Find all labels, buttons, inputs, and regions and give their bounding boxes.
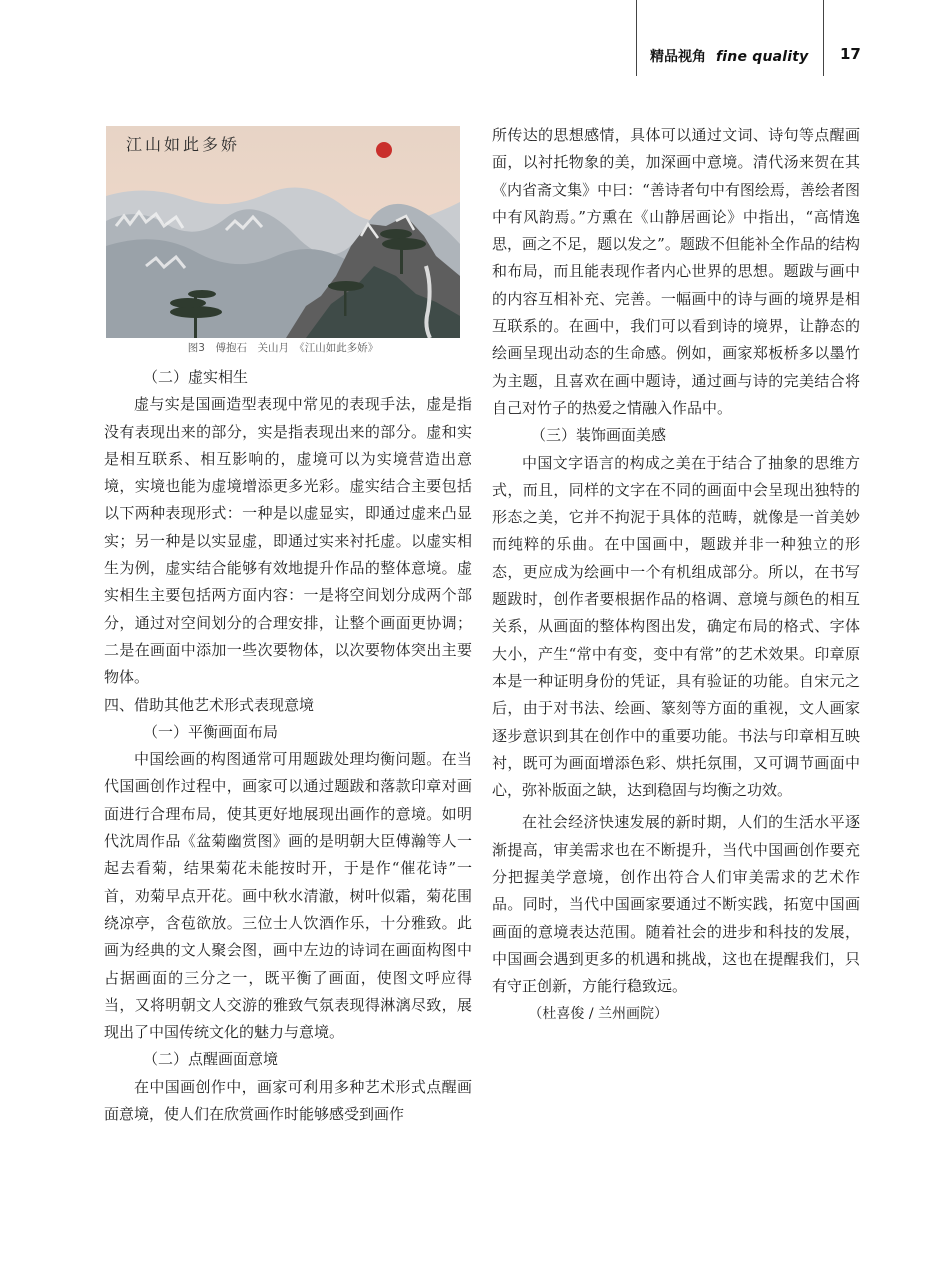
- heading-section-4: 四、借助其他艺术形式表现意境: [104, 695, 315, 714]
- paragraph-balance: 中国绘画的构图通常可用题跋处理均衡问题。在当代国画创作过程中，画家可以通过题跋和落款印章对画面进行合理布局，使其更好地展现出画作的意境。如明代沈周作品《盆菊幽赏图》画的是明朝大臣傅瀚等人一起去看菊，结果菊花未能按时开，于是作“催花诗”一首，劝菊早点开花。画中秋水清澈，树叶似霜，菊花围绕凉亭，含苞欲放。三位士人饮酒作乐，十分雅致。此画为经典的文人聚会图，画中左边的诗词在画面构图中占据画面的三分之一，既平衡了画面，使图文呼应得当，又将明朝文人交游的雅致气氛表现得淋漓尽致，展现出了中国传统文化的魅力与意境。: [104, 750, 472, 1042]
- paragraph-decor: 中国文字语言的构成之美在于结合了抽象的思维方式，而且，同样的文字在不同的画面中会呈现出独特的形态之美，它并不拘泥于具体的范畴，就像是一首美妙而纯粹的乐曲。在中国画中，题跋并非一种独立的形态，更应成为绘画中一个有机组成部分。所以，在书写题跋时，创作者要根据作品的格调、意境与颜色的相互关系，从画面的整体构图出发，确定布局的格式、字体大小，产生“常中有变，变中有常”的艺术效果。印章原本是一种证明身份的凭证，具有验证的功能。自宋元之后，由于对书法、绘画、篆刻等方面的重视，文人画家逐步意识到其在创作中的重要功能。书法与印章相互映衬，既可为画面增添色彩、烘托氛围，又可调节画面中心，弥补版面之缺，达到稳固与均衡之功效。: [492, 453, 860, 800]
- paragraph-conclusion: 在社会经济快速发展的新时期，人们的生活水平逐渐提高，审美需求也在不断提升，当代中国画创作要充分把握美学意境，创作出符合人们审美需求的艺术作品。同时，当代中国画家要通过不断实践，拓宽中国画画面的意境表达范围。随着社会的进步和科技的发展，中国画会遇到更多的机遇和挑战，这也在提醒我们，只有守正创新，方能行稳致远。: [492, 813, 860, 996]
- header-divider-right: [823, 0, 824, 76]
- header-section-en: fine quality: [716, 49, 809, 65]
- paragraph-xushi: 虚与实是国画造型表现中常见的表现手法，虚是指没有表现出来的部分，实是指表现出来的部分。虚和实是相互联系、相互影响的，虚境可以为实境营造出意境，实境也能为虚境增添更多光彩。虚实结合主要包括以下两种表现形式：一种是以虚显实，即通过虚来凸显实；另一种是以实显虚，即通过实来衬托虚。以虚实相生为例，虚实结合能够有效地提升作品的整体意境。虚实相生主要包括两方面内容：一是将空间划分成两个部分，通过对空间划分的合理安排，让整个画面更协调；二是在画面中添加一些次要物体，以次要物体突出主要物体。: [104, 395, 472, 687]
- painting-inscription: 江山如此多娇: [126, 135, 241, 154]
- right-column: [492, 122, 860, 1028]
- heading-xushi: （二）虚实相生: [143, 368, 249, 386]
- header-section-cn: 精品视角: [650, 49, 706, 65]
- figure-caption: 图3 傅抱石 关山月 《江山如此多娇》: [187, 342, 379, 354]
- heading-balance: （一）平衡画面布局: [143, 722, 279, 741]
- header-section: [650, 46, 808, 66]
- painting-image: [106, 126, 460, 338]
- red-sun: [376, 142, 392, 158]
- page-number: 17: [840, 45, 861, 63]
- paragraph-continued: 所传达的思想感情，具体可以通过文词、诗句等点醒画面，以衬托物象的美，加深画中意境。清代汤来贺在其《内省斋文集》中曰：“善诗者句中有图绘焉，善绘者图中有风韵焉。”方熏在《山静居画论》中指出，“高情逸思，画之不足，题以发之”。题跋不但能补全作品的结构和布局，而且能表现作者内心世界的思想。题跋与画中的内容互相补充、完善。一幅画中的诗与画的境界是相互联系的。在画中，我们可以看到诗的境界，让静态的绘画呈现出动态的生命感。例如，画家郑板桥多以墨竹为主题，且喜欢在画中题诗，通过画与诗的完美结合将自己对竹子的热爱之情融入作品中。: [492, 126, 860, 417]
- left-column: [104, 120, 472, 1128]
- paragraph-dianxing: 在中国画创作中，画家可利用多种艺术形式点醒画面意境，使人们在欣赏画作时能够感受到画作: [104, 1077, 472, 1124]
- heading-decor: （三）装饰画面美感: [531, 426, 667, 445]
- author-signature: （杜喜俊 / 兰州画院）: [528, 1005, 669, 1022]
- heading-dianxing: （二）点醒画面意境: [143, 1050, 279, 1069]
- header-divider-left: [636, 0, 637, 76]
- figure-painting: [106, 126, 460, 338]
